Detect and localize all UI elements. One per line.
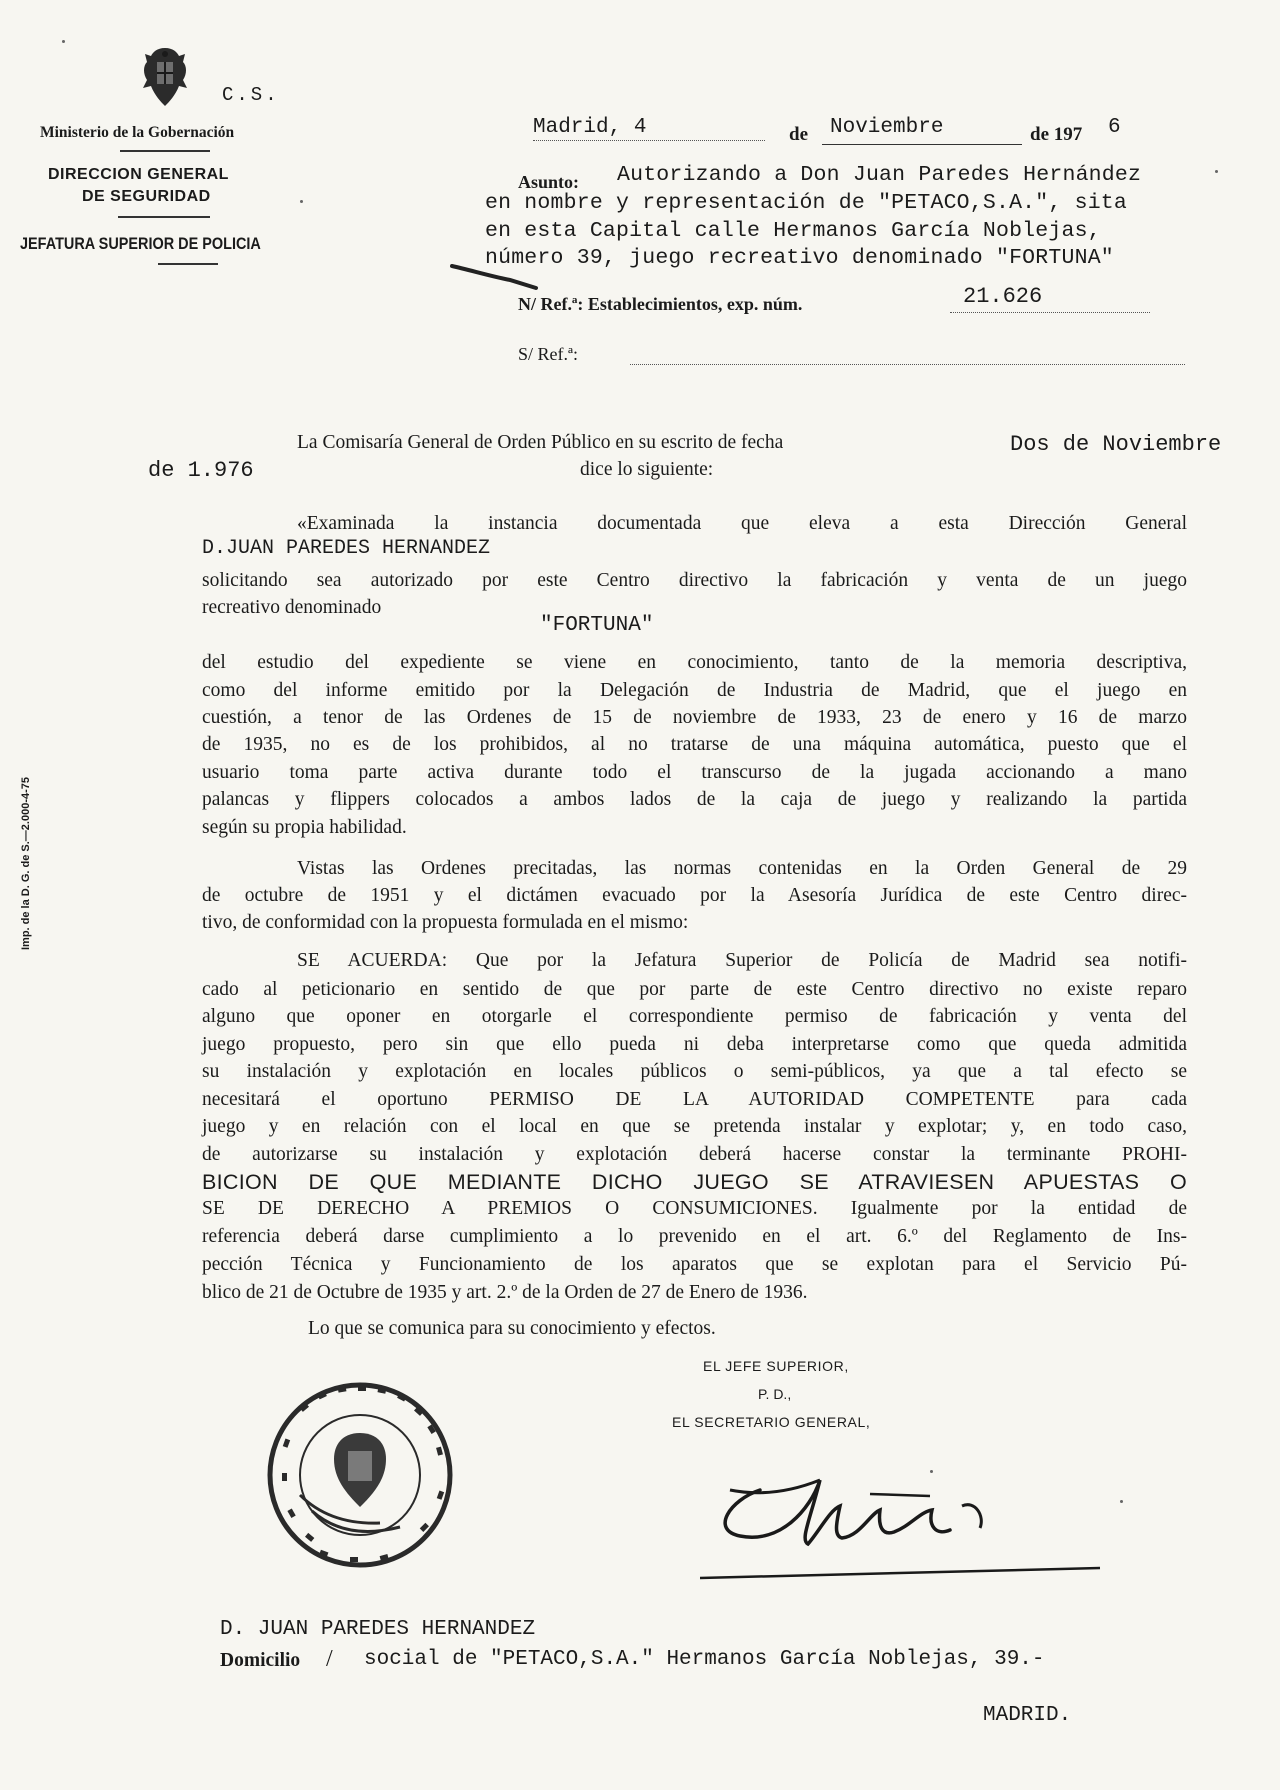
- ministry-name: Ministerio de la Gobernación: [40, 124, 235, 141]
- body-line: Vistas las Ordenes precitadas, las normas contenidas en la Orden General de 29: [297, 858, 1187, 879]
- body-line: de 1935, no es de los prohibidos, al no tratarse de una máquina automática, puesto que el: [202, 734, 1187, 755]
- body-line: cado al peticionario en sentido de que por parte de este Centro directivo no existe reparo: [202, 979, 1187, 1000]
- jefatura-superior: JEFATURA SUPERIOR DE POLICIA: [20, 234, 261, 253]
- body-line: según su propia habilidad.: [202, 817, 407, 838]
- body-line: como del informe emitido por la Delegación de Industria de Madrid, que el juego en: [202, 680, 1187, 701]
- ink-smudge: [450, 262, 540, 292]
- intro-line: dice lo siguiente:: [580, 459, 714, 480]
- body-line: SE ACUERDA: Que por la Jefatura Superior de Policía de Madrid sea notifi-: [297, 950, 1187, 971]
- addressee-city: MADRID.: [983, 1704, 1072, 1727]
- body-line: alguno que oponer en otorgarle el correspondiente permiso de fabricación y venta del: [202, 1006, 1187, 1027]
- body-line: tivo, de conformidad con la propuesta formulada en el mismo:: [202, 912, 689, 933]
- intro-line: La Comisaría General de Orden Público en su escrito de fecha: [297, 432, 784, 453]
- dotted-line: [630, 364, 1185, 365]
- scan-speck: [1120, 1500, 1123, 1503]
- body-line: juego propuesto, pero sin que ello pueda ni deba interpretarse como que queda admitida: [202, 1034, 1187, 1055]
- signature-pd: P. D.,: [758, 1386, 792, 1402]
- body-line: necesitará el oportuno PERMISO DE LA AUTORIDAD COMPETENTE para cada: [202, 1089, 1187, 1110]
- body-line: de octubre de 1951 y el dictámen evacuado por la Asesoría Jurídica de este Centro direc-: [202, 885, 1187, 906]
- scan-speck: [1215, 170, 1218, 173]
- body-line: cuestión, a tenor de las Ordenes de 15 de noviembre de 1933, 23 de enero y 16 de marzo: [202, 707, 1187, 728]
- side-imprint: Imp. de la D. G. de S.—2.000-4-75: [20, 776, 32, 950]
- asunto-line: en esta Capital calle Hermanos García Noblejas,: [485, 219, 1101, 243]
- divider: [120, 150, 210, 152]
- asunto-line: número 39, juego recreativo denominado "FORTUNA": [485, 246, 1114, 270]
- body-line: del estudio del expediente se viene en conocimiento, tanto de la memoria descriptiva,: [202, 652, 1187, 673]
- scan-speck: [930, 1470, 933, 1473]
- divider: [118, 216, 210, 218]
- body-line: pección Técnica y Funcionamiento de los aparatos que se explotan para el Servicio Pú-: [202, 1254, 1187, 1275]
- signature-title: EL JEFE SUPERIOR,: [703, 1358, 849, 1374]
- dotted-line: [533, 140, 765, 141]
- de-seguridad: DE SEGURIDAD: [82, 188, 211, 205]
- body-line: referencia deberá darse cumplimiento a lo prevenido en el art. 6.º del Reglamento de Ins-: [202, 1226, 1187, 1247]
- asunto-label: Asunto:: [518, 172, 580, 192]
- body-line: BICION DE QUE MEDIANTE DICHO JUEGO SE ATRAVIESEN APUESTAS O: [202, 1170, 1187, 1194]
- handwritten-signature-icon: [700, 1440, 1140, 1580]
- date-year-prefix: de 197: [1030, 124, 1083, 145]
- dotted-line: [950, 312, 1150, 313]
- sref-label: S/ Ref.ª:: [518, 344, 578, 364]
- date-year-digit: 6: [1108, 116, 1121, 139]
- body-line: blico de 21 de Octubre de 1935 y art. 2.º de la Orden de 27 de Enero de 1936.: [202, 1282, 808, 1303]
- nref-label: N/ Ref.ª: Establecimientos, exp. núm.: [518, 294, 803, 314]
- coat-of-arms-icon: [135, 44, 195, 108]
- scan-speck: [62, 40, 65, 43]
- body-line: SE DE DERECHO A PREMIOS O CONSUMICIONES. Igualmente por la entidad de: [202, 1198, 1187, 1219]
- expediente-number: 21.626: [963, 284, 1043, 309]
- divider: [158, 263, 218, 265]
- domicilio-label: Domicilio: [220, 1650, 301, 1671]
- addressee-address: social de "PETACO,S.A." Hermanos García Noblejas, 39.-: [364, 1648, 1045, 1671]
- closing-line: Lo que se comunica para su conocimiento y efectos.: [308, 1318, 716, 1339]
- cs-mark: C.S.: [222, 84, 280, 106]
- domicilio-slash: /: [326, 1646, 333, 1672]
- date-underline: [822, 144, 1022, 145]
- asunto-line: Autorizando a Don Juan Paredes Hernández: [617, 163, 1142, 187]
- body-line: de autorizarse su instalación y explotación deberá hacerse constar la terminante PROHI-: [202, 1144, 1187, 1165]
- body-line: solicitando sea autorizado por este Centro directivo la fabricación y venta de un juego: [202, 570, 1187, 591]
- date-de: de: [789, 124, 808, 145]
- official-stamp-icon: [260, 1375, 460, 1575]
- date-city: Madrid, 4: [533, 116, 647, 139]
- intro-year: de 1.976: [148, 458, 254, 483]
- game-name: "FORTUNA": [540, 614, 654, 637]
- body-line: recreativo denominado: [202, 597, 382, 618]
- signature-secretary: EL SECRETARIO GENERAL,: [672, 1414, 871, 1430]
- date-month: Noviembre: [830, 116, 944, 139]
- applicant-name: D.JUAN PAREDES HERNANDEZ: [202, 537, 491, 560]
- body-line: palancas y flippers colocados a ambos lados de la caja de juego y realizando la partida: [202, 789, 1187, 810]
- addressee-name: D. JUAN PAREDES HERNANDEZ: [220, 1618, 536, 1641]
- scan-speck: [300, 200, 303, 203]
- direccion-general: DIRECCION GENERAL: [48, 166, 229, 183]
- asunto-line: en nombre y representación de "PETACO,S.A.", sita: [485, 191, 1128, 215]
- body-line: usuario toma parte activa durante todo el transcurso de la jugada accionando a mano: [202, 762, 1187, 783]
- body-line: juego y en relación con el local en que se pretenda instalar y explotar; y, en todo caso,: [202, 1116, 1187, 1137]
- body-line: «Examinada la instancia documentada que eleva a esta Dirección General: [297, 513, 1187, 534]
- intro-date: Dos de Noviembre: [1010, 432, 1222, 457]
- body-line: su instalación y explotación en locales públicos o semi-públicos, ya que a tal efecto se: [202, 1061, 1187, 1082]
